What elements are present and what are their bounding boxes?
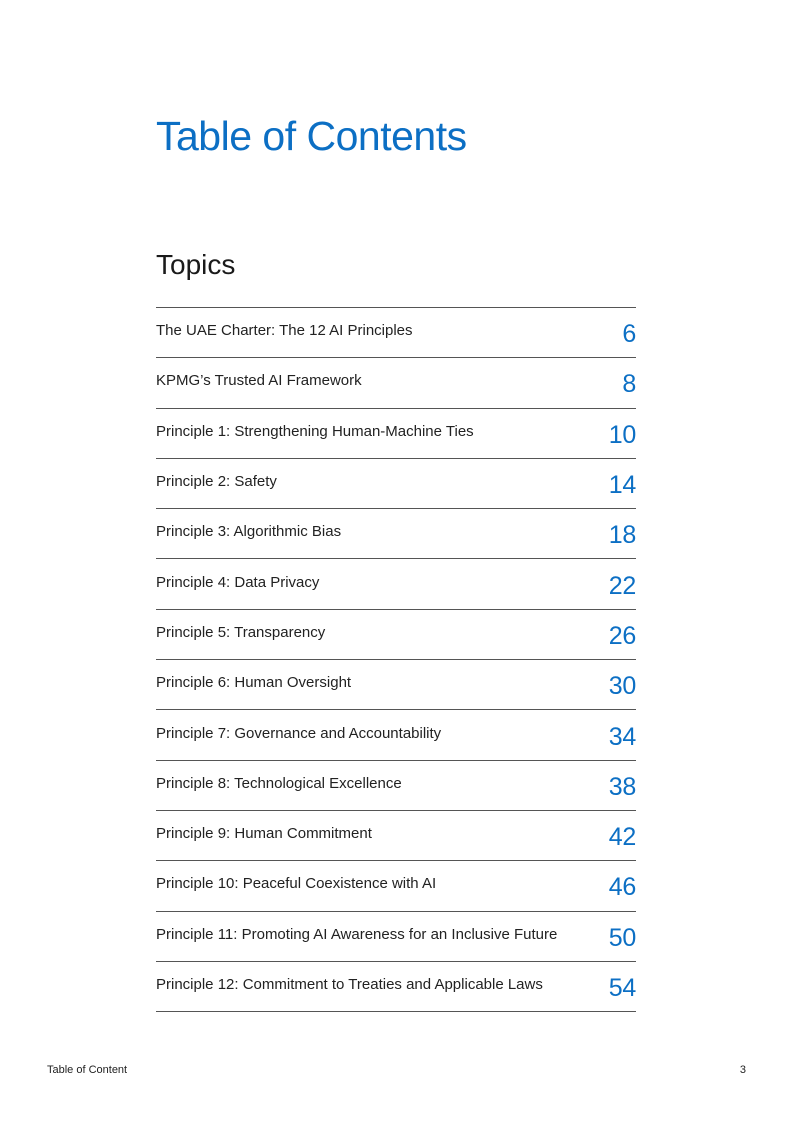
toc-entry-principle-9[interactable] [156, 811, 636, 861]
toc-entry-page-number: 18 [608, 521, 636, 550]
toc-entry-label: KPMG’s Trusted AI Framework [156, 372, 362, 390]
toc-entry-principle-10[interactable] [156, 861, 636, 911]
footer-section-name: Table of Content [47, 1064, 128, 1076]
toc-entry-principle-6[interactable] [156, 660, 636, 710]
toc-entry-principle-8[interactable] [156, 761, 636, 811]
toc-entry-page-number: 14 [608, 471, 636, 500]
toc-entry-principle-11[interactable] [156, 912, 636, 962]
toc-entry-page-number: 10 [608, 420, 636, 449]
toc-entry-principle-7[interactable] [156, 710, 636, 760]
toc-entry-page-number: 54 [608, 974, 636, 1002]
toc-entry-page-number: 50 [608, 923, 636, 952]
toc-entry-uae-charter[interactable] [156, 308, 636, 358]
toc-entry-label: Principle 11: Promoting AI Awareness for an Inclusive Future [156, 925, 558, 943]
toc-entry-page-number: 42 [608, 823, 636, 852]
toc-entry-page-number: 38 [608, 772, 636, 801]
toc-entry-principle-1[interactable] [156, 409, 636, 459]
toc-entry-label: Principle 3: Algorithmic Bias [156, 523, 342, 541]
toc-entry-label: Principle 6: Human Oversight [156, 674, 352, 692]
toc-entry-page-number: 26 [608, 621, 636, 650]
toc-entry-label: The UAE Charter: The 12 AI Principles [156, 322, 413, 340]
toc-entry-label: Principle 10: Peaceful Coexistence with AI [156, 875, 437, 893]
toc-entry-label: Principle 4: Data Privacy [156, 573, 320, 591]
footer-page-number: 3 [739, 1064, 746, 1076]
toc-entry-principle-2[interactable] [156, 459, 636, 509]
toc-entry-principle-5[interactable] [156, 610, 636, 660]
page-title: Table of Contents [156, 113, 467, 159]
toc-entry-label: Principle 2: Safety [156, 473, 277, 491]
toc-entry-page-number: 22 [608, 571, 636, 600]
toc-entry-principle-3[interactable] [156, 509, 636, 559]
topics-heading: Topics [156, 249, 236, 280]
toc-entry-label: Principle 8: Technological Excellence [156, 774, 402, 792]
toc-entry-page-number: 30 [608, 672, 636, 701]
toc-entry-page-number: 8 [622, 370, 636, 399]
toc-entry-page-number: 6 [622, 320, 636, 349]
toc-entry-principle-12[interactable] [156, 962, 636, 1012]
toc-entry-label: Principle 1: Strengthening Human-Machine Ties [156, 422, 474, 440]
toc-entry-kpmg-framework[interactable] [156, 358, 636, 408]
toc-entry-page-number: 34 [608, 722, 636, 751]
toc-entry-label: Principle 5: Transparency [156, 623, 326, 641]
toc-entry-principle-4[interactable] [156, 559, 636, 609]
toc-entry-label: Principle 7: Governance and Accountability [156, 724, 442, 742]
table-of-contents-list [156, 307, 636, 1012]
toc-entry-label: Principle 12: Commitment to Treaties and Applicable Laws [156, 976, 543, 993]
toc-entry-page-number: 46 [608, 873, 636, 902]
toc-entry-label: Principle 9: Human Commitment [156, 825, 372, 843]
